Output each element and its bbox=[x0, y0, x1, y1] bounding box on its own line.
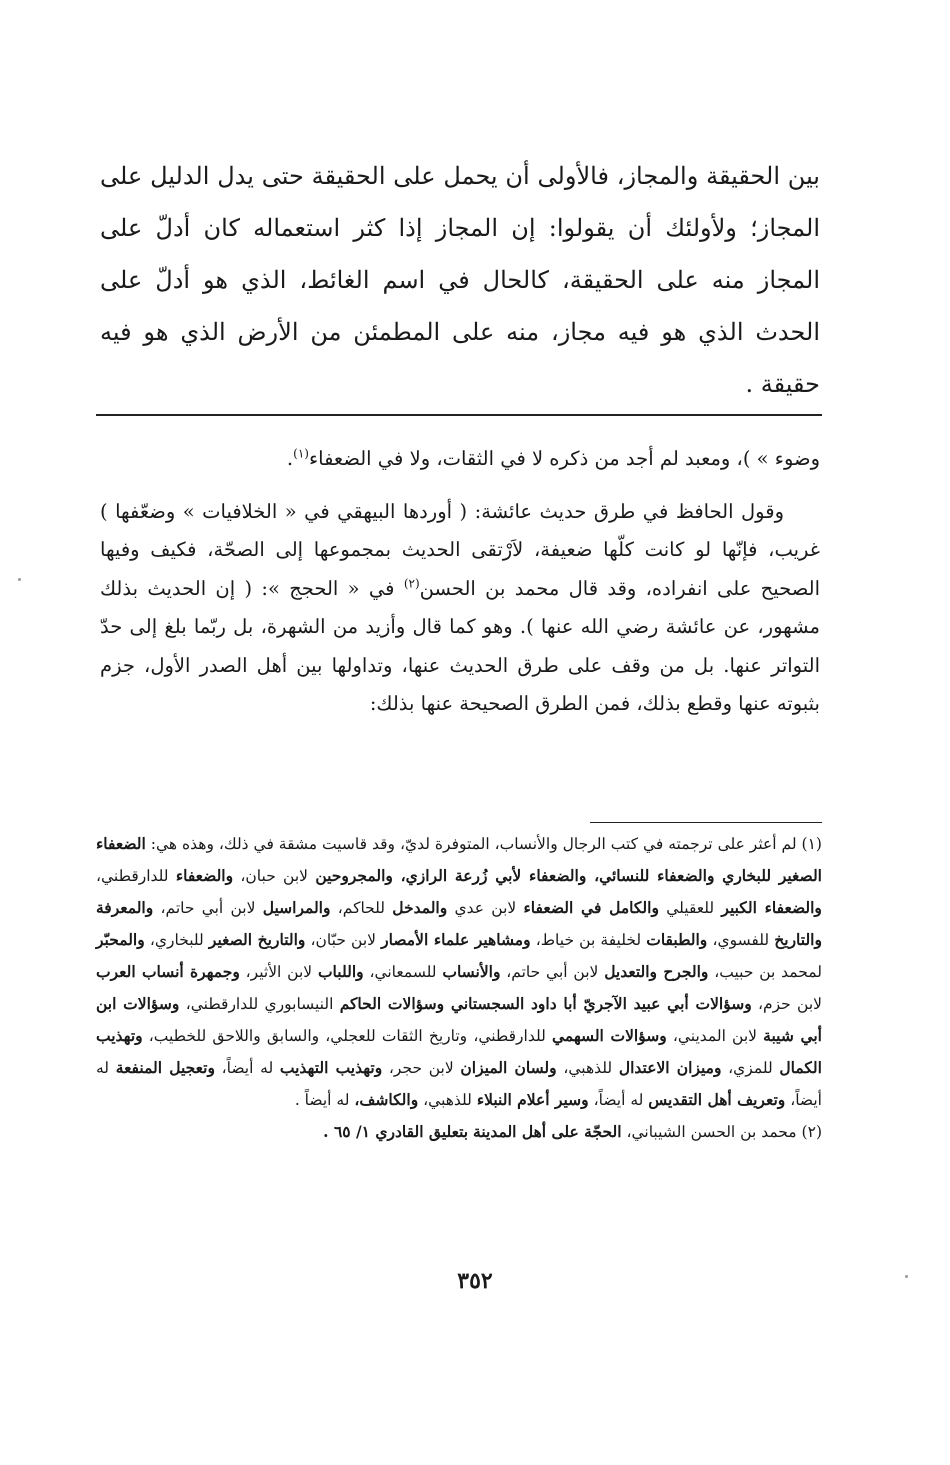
source-title: ولسان الميزان bbox=[460, 1058, 557, 1077]
source-title: وسير أعلام النبلاء bbox=[476, 1090, 589, 1109]
source-author: للذهبي، bbox=[423, 1091, 472, 1109]
source-author: للدارقطني، وتاريخ الثقات للعجلي، والسابق واللاحق للخطيب، bbox=[148, 1027, 546, 1045]
source-author: لمحمد بن حبيب، bbox=[714, 963, 822, 981]
body-paragraph-1-end: . bbox=[286, 447, 294, 470]
source-title: وتعجيل المنفعة bbox=[115, 1058, 215, 1077]
source-title: والكامل في الضعفاء bbox=[523, 898, 659, 917]
source-author: لابن حجر، bbox=[388, 1059, 454, 1077]
source-author: لابن حبّان، bbox=[310, 931, 377, 949]
source-title: والضعفاء bbox=[175, 866, 234, 885]
source-author: النيسابوري للدارقطني، bbox=[185, 995, 334, 1013]
source-title: الضعفاء الصغير للبخاري والضعفاء للنسائي، والضعفاء لأبي زُرعة الرازي، والمجروحين bbox=[96, 834, 822, 885]
page-number: ٣٥٢ bbox=[457, 1268, 493, 1294]
source-author: للبخاري، bbox=[149, 931, 204, 949]
body-paragraph-1-text: وضوء » )، ومعبد لم أجد من ذكره لا في الثقات، ولا في الضعفاء bbox=[308, 447, 820, 470]
source-title: وتهذيب التهذيب bbox=[279, 1058, 383, 1077]
footnote-divider bbox=[590, 822, 822, 823]
source-title: ومشاهير علماء الأمصار bbox=[381, 930, 531, 949]
source-title: وسؤالات أبي عبيد الآجريّ أبا داود السجستاني وسؤالات الحاكم bbox=[339, 994, 752, 1013]
footnote-ref-2: (٢) bbox=[403, 576, 420, 590]
source-author: للمزي، bbox=[728, 1059, 773, 1077]
source-author: له أيضاً، bbox=[593, 1091, 644, 1109]
source-author: له أيضاً، bbox=[221, 1059, 274, 1077]
source-title: والتاريخ الصغير bbox=[208, 930, 306, 949]
source-title: والضعفاء الكبير bbox=[721, 898, 822, 917]
source-title: والمراسيل bbox=[262, 898, 331, 917]
source-author: له أيضاً، bbox=[96, 1059, 822, 1109]
source-author: للسمعاني، bbox=[369, 963, 437, 981]
source-title: والكاشف، bbox=[354, 1090, 419, 1109]
source-title: والجرح والتعديل bbox=[604, 962, 709, 981]
footnote-1 bbox=[96, 828, 822, 1116]
quoted-passage bbox=[100, 150, 820, 410]
source-author: له أيضاً . bbox=[294, 1091, 350, 1109]
source-title: والمدخل bbox=[392, 898, 448, 917]
source-title: والمحبّر bbox=[96, 930, 145, 949]
source-title: وتعريف أهل التقديس bbox=[648, 1090, 786, 1109]
source-author: للدارقطني، bbox=[96, 867, 169, 885]
source-author: لابن أبي حاتم، bbox=[160, 899, 256, 917]
body-paragraph-2-part-b: في « الحجج »: ( إن الحديث بذلك مشهور، عن عائشة رضي الله عنها ). وهو كما قال وأزيد من الشهرة، بل ربّما بلغ إلى حدّ التواتر عنها. بل من وقف على طرق الحديث عنها، وتداولها بين أهل الصدر الأول، جزم بثبوته عنها وقطع بذلك، فمن الطرق الصحيحة عنها بذلك: bbox=[100, 576, 820, 715]
source-author: لابن المديني، bbox=[672, 1027, 758, 1045]
footnote-2-marker: (٢) bbox=[801, 1123, 822, 1141]
source-title: وميزان الاعتدال bbox=[618, 1058, 722, 1077]
source-author: لابن حزم، bbox=[758, 995, 822, 1013]
footnote-2-author: محمد بن الحسن الشيباني، bbox=[626, 1123, 797, 1141]
scan-mark bbox=[18, 578, 21, 581]
section-divider bbox=[96, 414, 822, 416]
source-author: لخليفة بن خياط، bbox=[535, 931, 642, 949]
source-title: والأنساب bbox=[442, 962, 501, 981]
footnote-2-rest: بتعليق القادري ١/ ٦٥ . bbox=[323, 1122, 469, 1141]
source-title: وسؤالات ابن أبي شيبة bbox=[96, 994, 822, 1045]
source-title: وجمهرة أنساب العرب bbox=[96, 962, 240, 981]
source-author: لابن عدي bbox=[454, 899, 517, 917]
main-body bbox=[100, 440, 820, 724]
quote-text: بين الحقيقة والمجاز، فالأولى أن يحمل على الحقيقة حتى يدل الدليل على المجاز؛ ولأولئك أن يقولوا: إن المجاز إذا كثر استعماله كان أدلّ على المجاز منه على الحقيقة، كالحال في اسم الغائط، الذي هو أدلّ على الحدث الذي هو فيه مجاز، منه على المطمئن من الأرض الذي هو فيه حقيقة . bbox=[100, 162, 820, 398]
footnote-ref-1: (١) bbox=[293, 446, 309, 461]
footnote-2-title: الحجّة على أهل المدينة bbox=[473, 1122, 622, 1141]
source-title: وتهذيب الكمال bbox=[96, 1026, 822, 1077]
source-author: للحاكم، bbox=[337, 899, 386, 917]
footnote-1-intro: لم أعثر على ترجمته في كتب الرجال والأنساب، المتوفرة لديّ، وقد قاسيت مشقة في ذلك، وهذه هي: bbox=[150, 835, 797, 853]
source-author: للذهبي، bbox=[563, 1059, 613, 1077]
footnote-1-marker: (١) bbox=[801, 835, 822, 853]
source-title: والمعرفة والتاريخ bbox=[96, 898, 822, 949]
source-author: للعقيلي bbox=[666, 899, 715, 917]
source-title: وسؤالات السهمي bbox=[551, 1026, 667, 1045]
body-paragraph-2-part-a: وقول الحافظ في طرق حديث عائشة: ( أوردها البيهقي في « الخلافيات » وضعّفها ) غريب، فإنّها لو كانت كلّها ضعيفة، لاَرْتقى الحديث بمجموعها إلى الصحّة، فكيف وفيها الصحيح على انفراده، وقد قال محمد بن الحسن bbox=[100, 499, 821, 600]
footnote-2 bbox=[96, 1116, 822, 1148]
body-paragraph-1 bbox=[100, 440, 820, 479]
source-author: لابن الأثير، bbox=[245, 963, 313, 981]
scan-mark bbox=[905, 1275, 908, 1278]
source-author: لابن حبان، bbox=[240, 867, 309, 885]
body-paragraph-2 bbox=[100, 493, 820, 724]
source-title: واللباب bbox=[317, 962, 364, 981]
source-author: لابن أبي حاتم، bbox=[506, 963, 599, 981]
source-author: للفسوي، bbox=[712, 931, 770, 949]
source-title: والطبقات bbox=[646, 930, 708, 949]
footnotes bbox=[96, 828, 822, 1148]
